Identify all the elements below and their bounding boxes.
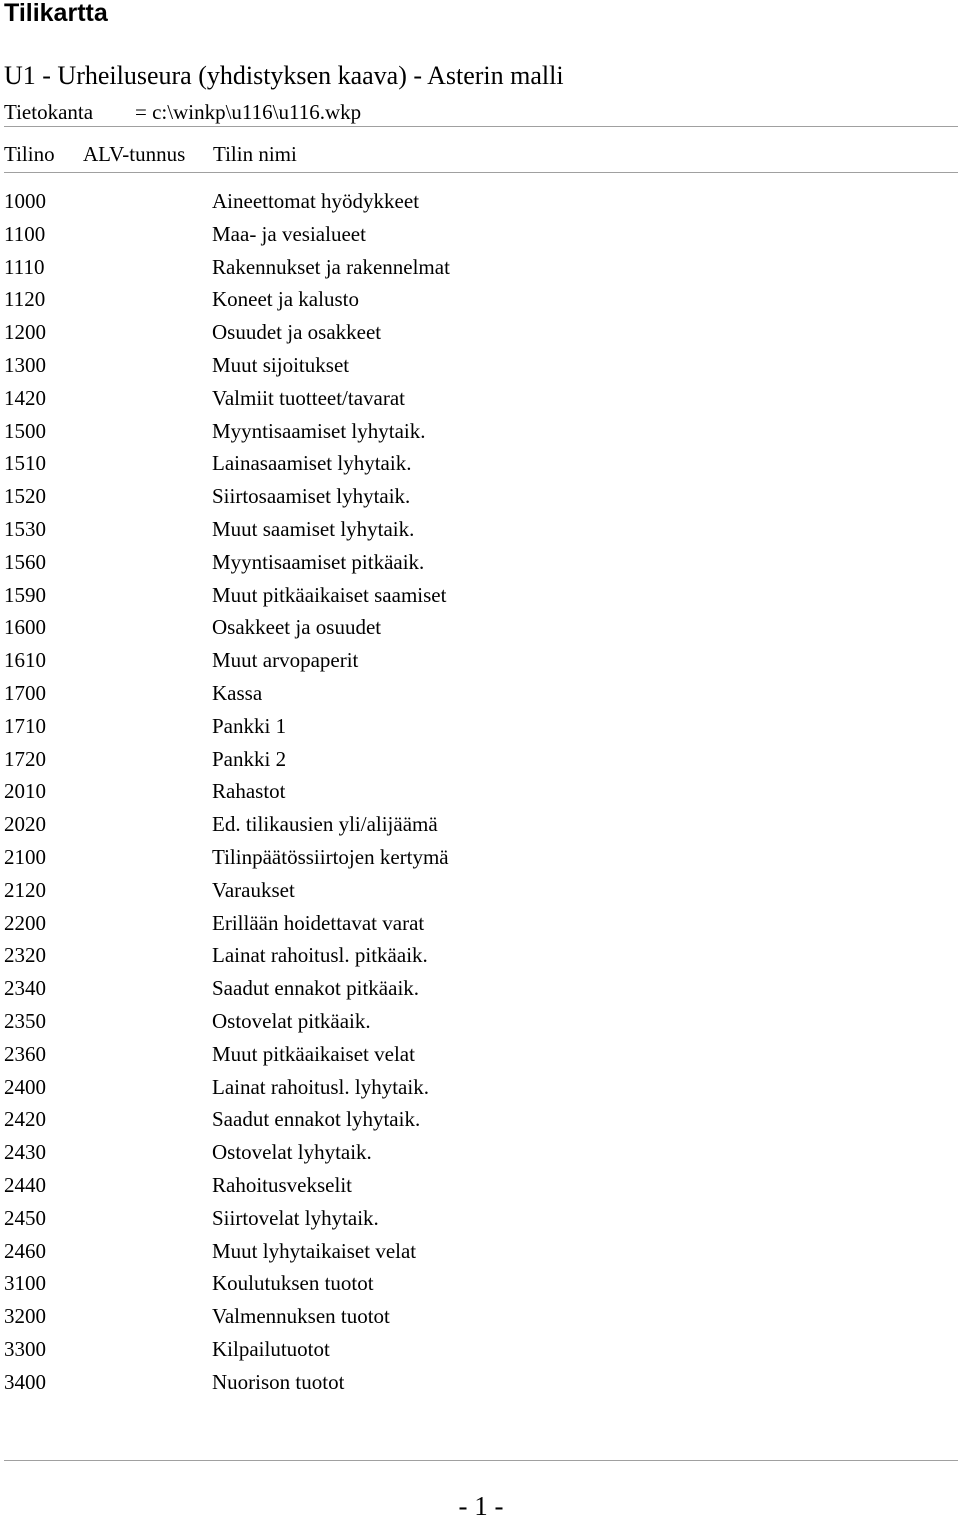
account-number: 1530: [4, 516, 46, 541]
account-number: 1420: [4, 385, 46, 410]
account-number: 2020: [4, 812, 46, 837]
account-row: [4, 1333, 960, 1366]
account-name: Tilinpäätössiirtojen kertymä: [212, 844, 449, 869]
account-name: Pankki 1: [212, 713, 287, 738]
account-name: Erillään hoidettavat varat: [212, 910, 425, 935]
account-number: 1560: [4, 549, 46, 574]
account-number: 1110: [4, 254, 45, 279]
account-name: Osakkeet ja osuudet: [212, 615, 382, 640]
account-row: [4, 579, 960, 612]
account-row: [4, 611, 960, 644]
account-name: Valmiit tuotteet/tavarat: [212, 385, 406, 410]
account-number: 1000: [4, 189, 46, 213]
account-row: [4, 710, 960, 743]
account-name: Muut saamiset lyhytaik.: [212, 516, 415, 541]
account-name: Valmennuksen tuotot: [212, 1304, 390, 1329]
account-number: 3200: [4, 1304, 46, 1329]
account-number: 2010: [4, 779, 46, 804]
account-row: [4, 316, 960, 349]
account-row: [4, 251, 960, 284]
account-number: 2120: [4, 877, 46, 902]
account-row: [4, 480, 960, 513]
account-row: [4, 382, 960, 415]
account-name: Lainasaamiset lyhytaik.: [212, 451, 412, 476]
account-row: [4, 546, 960, 579]
page-number: - 1 -: [458, 1491, 504, 1521]
account-row: [4, 185, 960, 218]
account-row: [4, 1071, 960, 1104]
account-name: Ostovelat pitkäaik.: [212, 1008, 371, 1033]
column-header-vat-code: ALV-tunnus: [83, 142, 186, 166]
account-number: 2100: [4, 844, 46, 869]
account-name: Rahoitusvekselit: [212, 1172, 352, 1197]
account-number: 1520: [4, 484, 46, 509]
account-name: Saadut ennakot lyhytaik.: [212, 1107, 421, 1132]
account-row: [4, 1366, 960, 1399]
header-divider-bottom: [4, 172, 958, 173]
database-path: = c:\winkp\u116\u116.wkp: [135, 100, 362, 124]
account-name: Siirtosaamiset lyhytaik.: [212, 484, 411, 509]
account-row: [4, 775, 960, 808]
database-label: Tietokanta: [4, 100, 94, 124]
account-name: Muut pitkäaikaiset velat: [212, 1041, 415, 1066]
account-name: Lainat rahoitusl. pitkäaik.: [212, 943, 428, 968]
document-subtitle: U1 - Urheiluseura (yhdistyksen kaava) - Asterin malli: [4, 61, 564, 90]
account-number: 1590: [4, 582, 46, 607]
account-name: Muut pitkäaikaiset saamiset: [212, 582, 447, 607]
column-header-account-no: Tilino: [4, 142, 55, 166]
account-name: Rahastot: [212, 779, 286, 804]
account-row: [4, 1235, 960, 1268]
account-row: [4, 1169, 960, 1202]
account-number: 2200: [4, 910, 46, 935]
account-row: [4, 1005, 960, 1038]
account-row: [4, 1038, 960, 1071]
account-row: [4, 447, 960, 480]
account-row: [4, 1136, 960, 1169]
account-number: 1710: [4, 713, 46, 738]
account-number: 3100: [4, 1271, 46, 1296]
account-number: 2450: [4, 1205, 46, 1230]
account-name: Maa- ja vesialueet: [212, 221, 366, 246]
account-name: Muut lyhytaikaiset velat: [212, 1238, 417, 1263]
account-number: 2460: [4, 1238, 46, 1263]
footer-divider: [4, 1460, 958, 1461]
account-number: 1600: [4, 615, 46, 640]
account-row: [4, 644, 960, 677]
account-row: [4, 349, 960, 382]
account-number: 1610: [4, 648, 46, 673]
account-name: Muut sijoitukset: [212, 352, 350, 377]
account-name: Ed. tilikausien yli/alijäämä: [212, 812, 438, 837]
account-name: Koulutuksen tuotot: [212, 1271, 374, 1296]
account-number: 1720: [4, 746, 46, 771]
account-name: Osuudet ja osakkeet: [212, 320, 382, 345]
account-list: [4, 185, 960, 1398]
account-row: [4, 907, 960, 940]
account-number: 3300: [4, 1336, 46, 1361]
document-title: Tilikartta: [4, 0, 108, 27]
account-number: 1500: [4, 418, 46, 443]
account-row: [4, 1103, 960, 1136]
account-number: 2400: [4, 1074, 46, 1099]
account-name: Lainat rahoitusl. lyhytaik.: [212, 1074, 429, 1099]
account-row: [4, 808, 960, 841]
account-number: 2320: [4, 943, 46, 968]
account-number: 1510: [4, 451, 46, 476]
account-number: 1700: [4, 680, 46, 705]
account-number: 2350: [4, 1008, 46, 1033]
account-number: 2430: [4, 1140, 46, 1165]
account-row: [4, 283, 960, 316]
account-name: Pankki 2: [212, 746, 287, 771]
account-name: Aineettomat hyödykkeet: [212, 189, 420, 213]
account-row: [4, 874, 960, 907]
account-row: [4, 218, 960, 251]
account-number: 1100: [4, 221, 46, 246]
account-row: [4, 1202, 960, 1235]
account-name: Kilpailutuotot: [212, 1336, 330, 1361]
account-row: [4, 1267, 960, 1300]
account-name: Muut arvopaperit: [212, 648, 359, 673]
account-row: [4, 841, 960, 874]
account-number: 1200: [4, 320, 46, 345]
account-number: 1300: [4, 352, 46, 377]
account-number: 2420: [4, 1107, 46, 1132]
column-header-account-name: Tilin nimi: [213, 142, 297, 166]
account-name: Siirtovelat lyhytaik.: [212, 1205, 379, 1230]
account-name: Koneet ja kalusto: [212, 287, 359, 312]
account-row: [4, 415, 960, 448]
account-name: Myyntisaamiset lyhytaik.: [212, 418, 426, 443]
account-row: [4, 513, 960, 546]
account-number: 2360: [4, 1041, 46, 1066]
account-row: [4, 677, 960, 710]
account-row: [4, 939, 960, 972]
account-name: Nuorison tuotot: [212, 1369, 345, 1394]
account-row: [4, 972, 960, 1005]
account-number: 2440: [4, 1172, 46, 1197]
account-number: 1120: [4, 287, 46, 312]
account-number: 3400: [4, 1369, 46, 1394]
account-name: Myyntisaamiset pitkäaik.: [212, 549, 425, 574]
account-name: Ostovelat lyhytaik.: [212, 1140, 372, 1165]
account-name: Rakennukset ja rakennelmat: [212, 254, 450, 279]
account-name: Saadut ennakot pitkäaik.: [212, 976, 420, 1001]
account-row: [4, 1300, 960, 1333]
header-divider-top: [4, 126, 958, 127]
account-row: [4, 743, 960, 776]
account-number: 2340: [4, 976, 46, 1001]
account-name: Varaukset: [212, 877, 295, 902]
account-name: Kassa: [212, 680, 263, 705]
